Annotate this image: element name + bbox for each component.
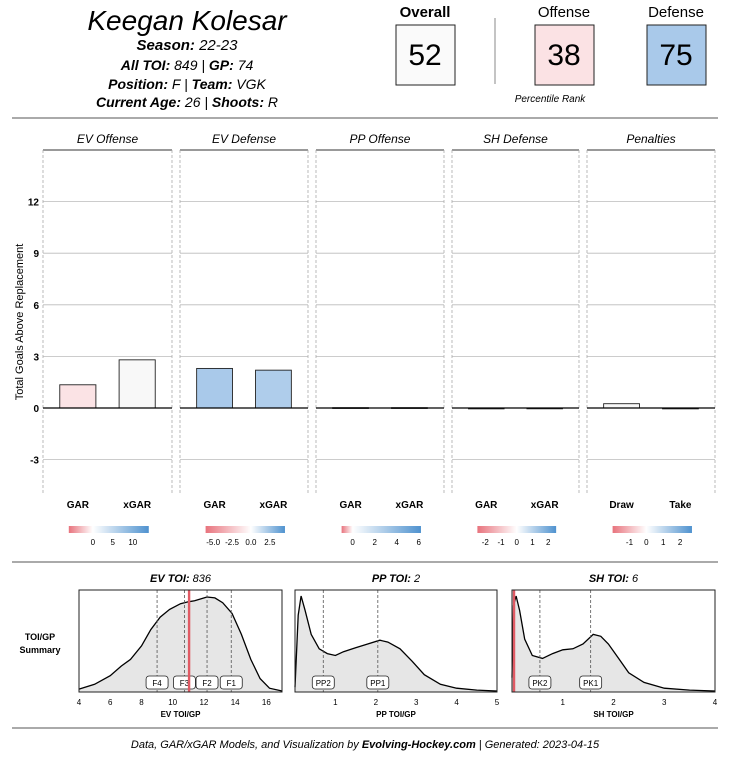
legend-tick-label: -2.5 — [225, 538, 239, 547]
x-tick-label: 3 — [413, 698, 419, 707]
season-label: Season — [136, 37, 190, 54]
gar-panel — [43, 132, 172, 547]
x-tick-label: 1 — [333, 698, 338, 707]
y-tick-label: 0 — [33, 404, 39, 415]
toi-label: All TOI — [120, 57, 166, 73]
x-tick-label: 2 — [611, 698, 616, 707]
x-tick-label: 1 — [560, 698, 565, 707]
age-value: 26 — [184, 94, 201, 110]
x-category-label: GAR — [203, 500, 226, 511]
toi-chart — [19, 573, 717, 719]
legend-bar — [206, 526, 285, 533]
legend-bar — [613, 526, 692, 533]
toi-panel-title — [372, 573, 420, 585]
season-line: Season: 22-23 — [136, 37, 238, 54]
marker-label: F2 — [202, 679, 212, 688]
legend-tick-label: 4 — [394, 538, 399, 547]
percentile-ranks — [396, 4, 706, 105]
panel-title: EV Offense — [76, 132, 139, 146]
toi-title-label: EV TOI: — [150, 573, 193, 585]
gar-bar — [604, 404, 640, 408]
toi-section-label: TOI/GP — [24, 632, 56, 642]
season-value: 22-23 — [199, 37, 238, 54]
legend-tick-label: -1 — [625, 538, 634, 547]
toi-gp-line: All TOI: 849 | GP: 74 — [120, 57, 254, 73]
overall-label: Overall — [399, 4, 451, 21]
x-tick-label: 6 — [108, 698, 113, 707]
marker-label: F1 — [226, 679, 236, 688]
marker-label: PP2 — [315, 679, 331, 688]
x-category-label: Take — [669, 500, 692, 511]
gar-panel — [180, 132, 308, 547]
x-axis-label: EV TOI/GP — [160, 710, 201, 719]
marker-label: F4 — [152, 679, 162, 688]
panel-title: PP Offense — [349, 132, 411, 146]
age-shoots-line: Current Age: 26 | Shoots: R — [95, 94, 279, 110]
shoots-value: R — [267, 94, 279, 110]
gar-chart — [14, 132, 715, 547]
toi-panel — [512, 573, 718, 719]
x-tick-label: 4 — [454, 698, 459, 707]
gar-bar — [256, 370, 292, 408]
y-tick-label: -3 — [30, 455, 39, 467]
panel-title: EV Defense — [211, 132, 277, 146]
y-tick-label: 12 — [27, 197, 39, 209]
toi-title-label: SH TOI: — [588, 573, 633, 585]
legend-tick-label: 2 — [546, 538, 551, 547]
y-tick-label: 9 — [33, 249, 39, 261]
defense-value: 75 — [659, 39, 693, 72]
toi-value: 849 — [174, 57, 198, 73]
toi-panel — [77, 573, 282, 719]
legend-tick-label: 6 — [416, 538, 421, 547]
gar-panel — [316, 132, 444, 547]
position-team-line: Position: F | Team: VGK — [108, 76, 266, 92]
toi-panel — [295, 573, 500, 719]
gp-value: 74 — [237, 57, 254, 73]
overall-value: 52 — [408, 39, 442, 72]
x-category-label: xGAR — [530, 500, 559, 511]
gp-label: GP — [208, 57, 230, 73]
footer-credit — [131, 739, 600, 751]
gar-bar — [60, 385, 96, 408]
position-value: F — [171, 76, 181, 92]
footer-site: Evolving-Hockey.com — [361, 739, 476, 751]
y-axis-label: Total Goals Above Replacement — [14, 243, 26, 401]
footer-prefix: Data, GAR/xGAR Models, and Visualization by — [130, 739, 362, 751]
y-tick-label: 6 — [33, 300, 39, 312]
gar-panel — [452, 132, 579, 547]
x-category-label: xGAR — [123, 500, 152, 511]
legend-tick-label: 0.0 — [245, 538, 257, 547]
legend-tick-label: 0 — [514, 538, 519, 547]
x-tick-label: 12 — [199, 698, 209, 707]
x-tick-label: 16 — [261, 698, 271, 707]
x-tick-label: 3 — [662, 698, 667, 707]
marker-label: F3 — [179, 679, 190, 688]
shoots-label: Shoots — [211, 94, 260, 110]
gar-bar — [197, 368, 233, 408]
legend-tick-label: -1 — [497, 538, 505, 547]
toi-section-label: Summary — [19, 645, 61, 655]
x-category-label: GAR — [475, 500, 498, 511]
panel-title: SH Defense — [483, 132, 548, 146]
legend-tick-label: 1 — [530, 538, 535, 547]
x-category-label: xGAR — [395, 500, 424, 511]
team-label: Team — [191, 76, 228, 92]
legend-tick-label: -2 — [481, 538, 489, 547]
player-info — [87, 5, 288, 110]
toi-title-value: 6 — [632, 573, 639, 585]
toi-title-value: 836 — [192, 573, 211, 585]
player-name: Keegan Kolesar — [87, 5, 287, 36]
legend-bar — [69, 526, 149, 533]
marker-label: PK2 — [532, 679, 548, 688]
team-value: VGK — [236, 76, 266, 92]
x-tick-label: 2 — [373, 698, 379, 707]
legend-tick-label: 0 — [90, 538, 96, 547]
x-tick-label: 10 — [168, 698, 178, 707]
percentile-caption: Percentile Rank — [514, 94, 586, 105]
legend-tick-label: 2.5 — [264, 538, 276, 547]
marker-label: PK1 — [583, 679, 599, 688]
x-category-label: xGAR — [259, 500, 288, 511]
legend-tick-label: 10 — [128, 538, 138, 547]
offense-value: 38 — [547, 39, 581, 72]
legend-tick-label: 1 — [661, 538, 666, 547]
legend-bar — [477, 526, 556, 533]
legend-tick-label: 2 — [677, 538, 683, 547]
toi-panel-title — [589, 573, 639, 585]
panel-title: Penalties — [626, 132, 676, 146]
gar-bar — [119, 360, 155, 408]
legend-bar — [342, 526, 421, 533]
legend-tick-label: -5.0 — [206, 538, 221, 547]
x-axis-label: SH TOI/GP — [593, 710, 634, 719]
x-tick-label: 5 — [494, 698, 500, 707]
x-category-label: Draw — [609, 500, 634, 511]
x-tick-label: 8 — [139, 698, 144, 707]
defense-label: Defense — [648, 4, 704, 21]
legend-tick-label: 5 — [110, 538, 116, 547]
toi-title-label: PP TOI: — [371, 573, 415, 585]
toi-title-value: 2 — [414, 573, 421, 585]
x-tick-label: 4 — [76, 698, 82, 707]
legend-tick-label: 0 — [644, 538, 649, 547]
x-category-label: GAR — [66, 500, 89, 511]
gar-panel — [587, 132, 715, 547]
y-tick-label: 3 — [33, 352, 39, 364]
position-label: Position — [108, 76, 164, 92]
offense-label: Offense — [537, 4, 591, 21]
x-tick-label: 4 — [712, 698, 718, 707]
x-tick-label: 14 — [230, 698, 240, 707]
marker-label: PP1 — [370, 679, 386, 688]
toi-panel-title — [150, 573, 212, 585]
age-label: Current Age — [95, 94, 177, 110]
footer-suffix: | Generated: 2023-04-15 — [475, 739, 600, 751]
legend-tick-label: 2 — [372, 538, 377, 547]
legend-tick-label: 0 — [350, 538, 355, 547]
x-category-label: GAR — [339, 500, 362, 511]
x-axis-label: PP TOI/GP — [376, 710, 416, 719]
